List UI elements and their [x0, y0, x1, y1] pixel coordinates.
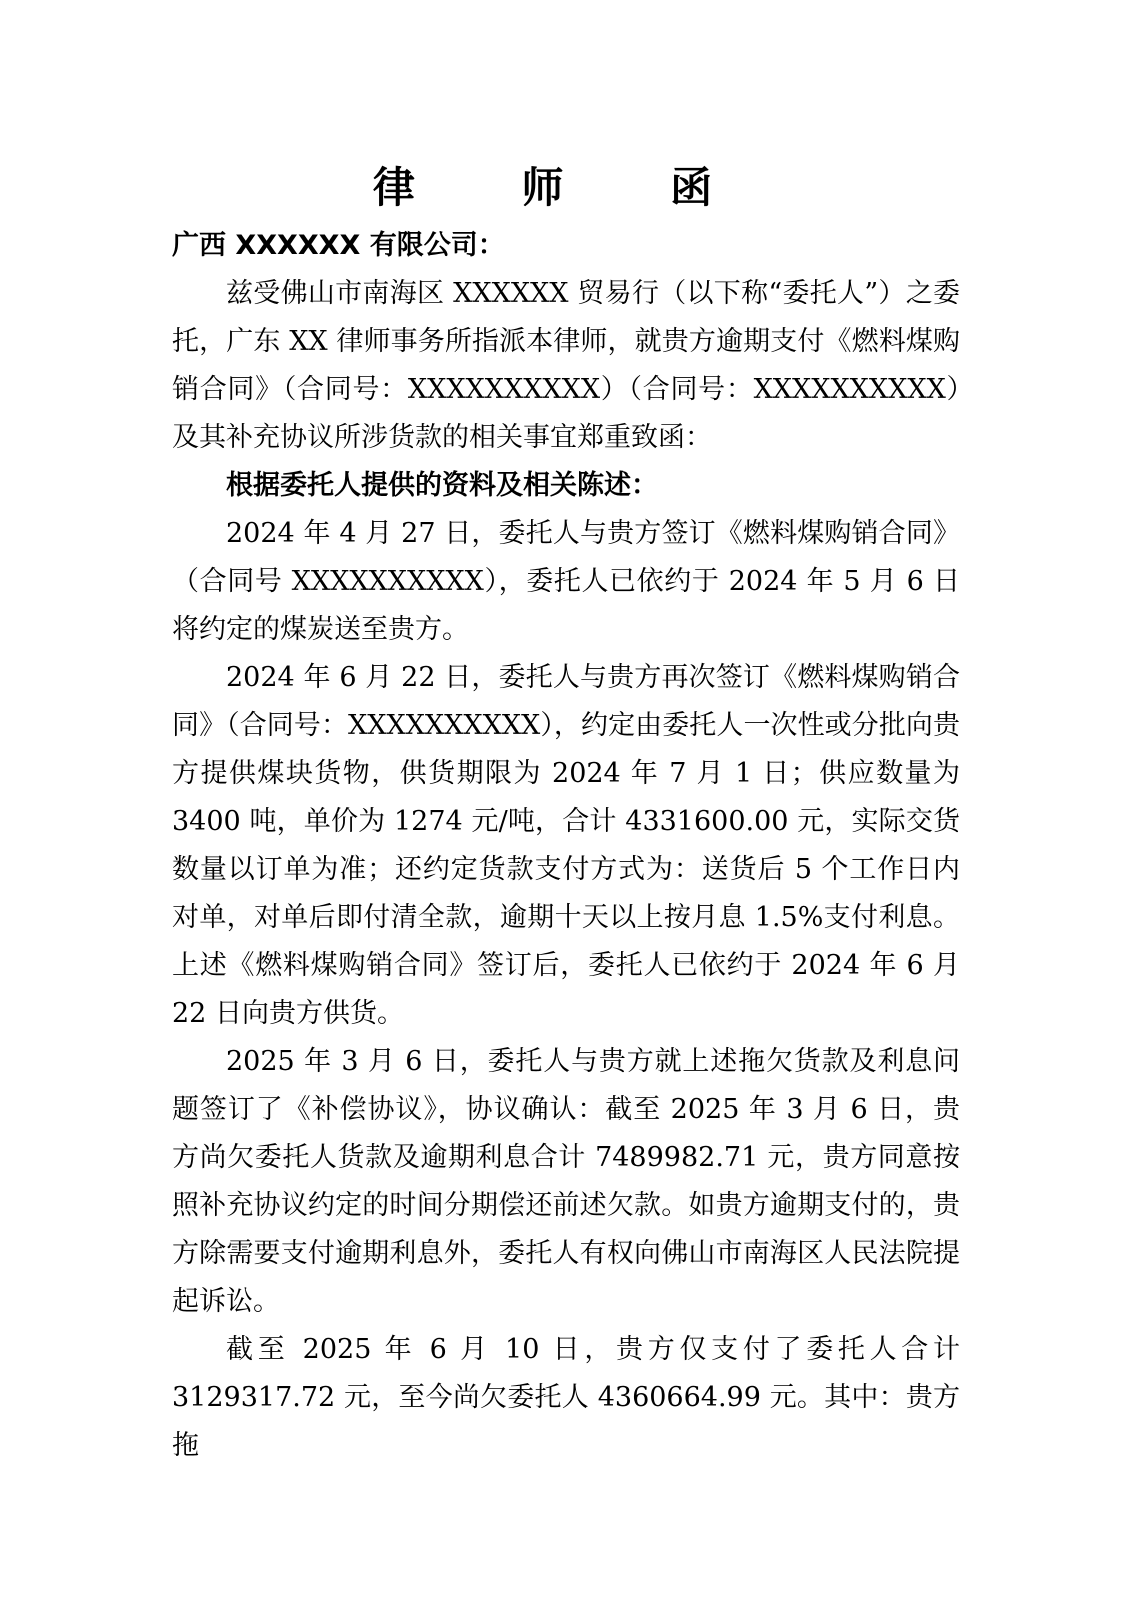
paragraph: 根据委托人提供的资料及相关陈述： [226, 470, 658, 501]
paragraph: 2024 年 6 月 22 日，委托人与贵方再次签订《燃料煤购销合同》（合同号：XXXXXXXXXX），约定由委托人一次性或分批向贵方提供煤块货物，供货期限为 2024 年 7 月 1 日；供应数量为 3400 吨，单价为 1274 元/吨，合计 4331600.00 元，实际交货数量以订单为准；还约定货款支付方式为：送货后 5 个工作日内对单，对单后即付清全款，逾期十天以上按月息 1.5%支付利息。上述《燃料煤购销合同》签订后，委托人已依约于 2024 年 6 月 22 日向贵方供货。 [172, 662, 960, 1029]
paragraph: 2025 年 3 月 6 日，委托人与贵方就上述拖欠货款及利息问题签订了《补偿协议》，协议确认：截至 2025 年 3 月 6 日，贵方尚欠委托人货款及逾期利息合计 7489982.71 元，贵方同意按照补充协议约定的时间分期偿还前述欠款。如贵方逾期支付的，贵方除需要支付逾期利息外，委托人有权向佛山市南海区人民法院提起诉讼。 [172, 1046, 960, 1317]
addressee: 广西 XXXXXX 有限公司： [172, 230, 505, 261]
paragraph: 2024 年 4 月 27 日，委托人与贵方签订《燃料煤购销合同》（合同号 XXXXXXXXXX），委托人已依约于 2024 年 5 月 6 日将约定的煤炭送至贵方。 [172, 518, 960, 645]
paragraph: 截至 2025 年 6 月 10 日，贵方仅支付了委托人合计 3129317.72 元，至今尚欠委托人 4360664.99 元。其中：贵方拖 [172, 1334, 960, 1461]
paragraph-list [172, 270, 960, 1470]
document-body [172, 222, 960, 1470]
document-title: 律 师 函 [372, 163, 759, 212]
paragraph: 兹受佛山市南海区 XXXXXX 贸易行（以下称“委托人”）之委托，广东 XX 律师事务所指派本律师，就贵方逾期支付《燃料煤购销合同》（合同号：XXXXXXXXXX）（合同号：XXXXXXXXXX）及其补充协议所涉货款的相关事宜郑重致函： [172, 278, 960, 453]
